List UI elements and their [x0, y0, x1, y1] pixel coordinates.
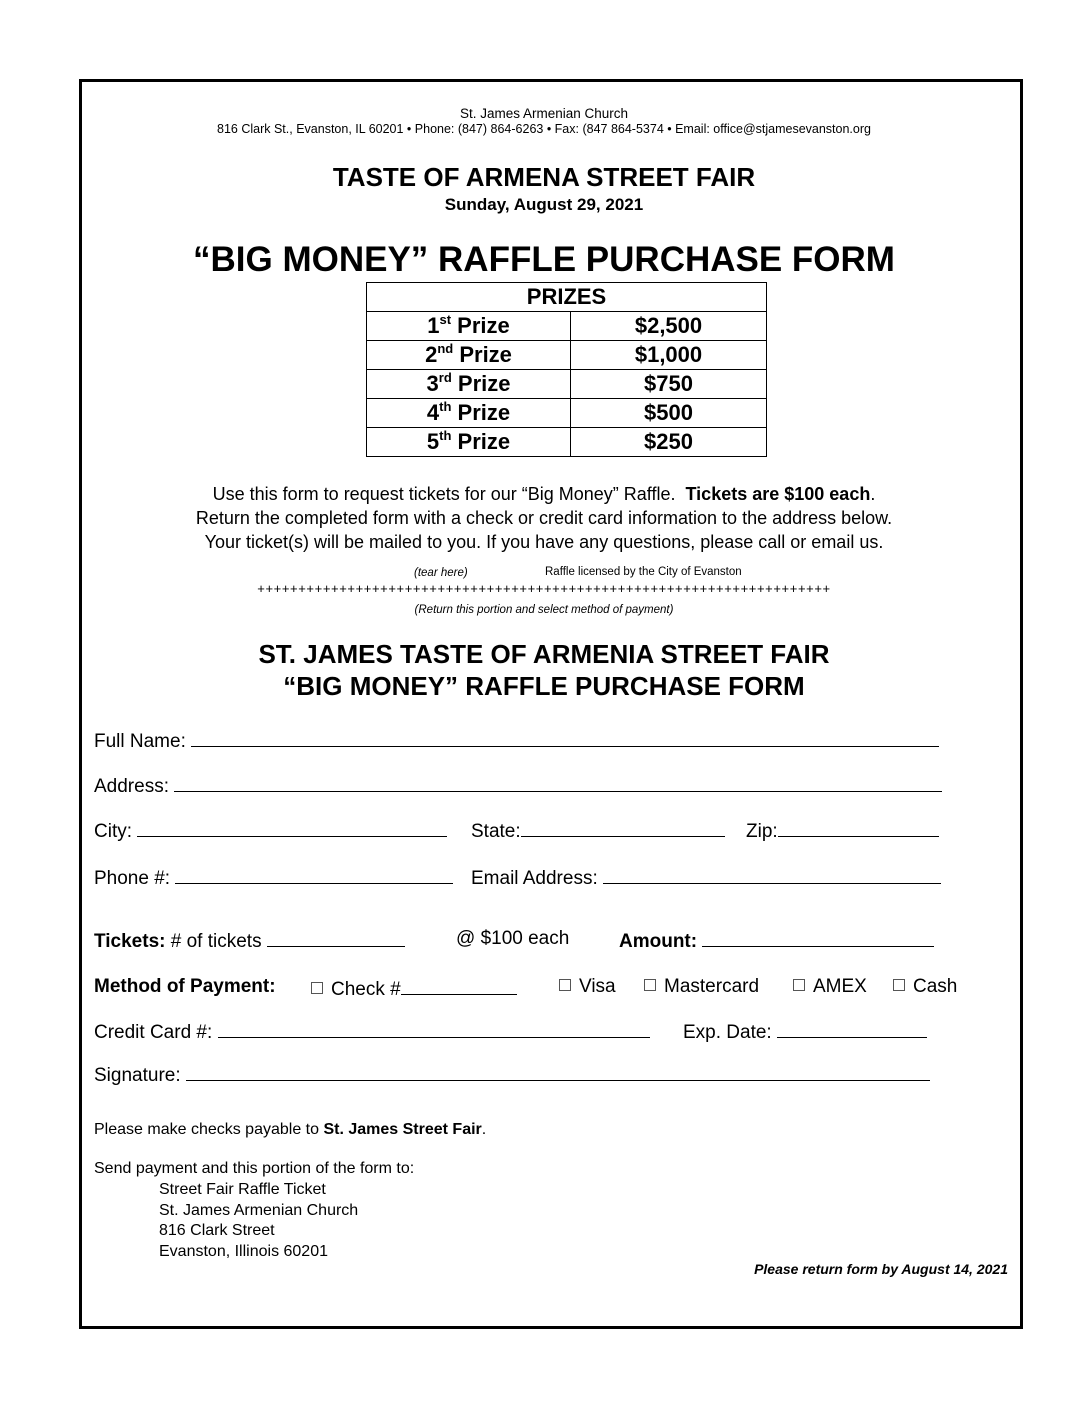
address-line: Street Fair Raffle Ticket [159, 1181, 326, 1198]
address-line: St. James Armenian Church [159, 1201, 359, 1219]
address-label: Address: [94, 776, 169, 797]
church-contact: 816 Clark St., Evanston, IL 60201 • Phone: (847) 864-6263 • Fax: (847 864-5374 • Email: office@stjamesevanston.org [217, 122, 871, 136]
address-line: 816 Clark Street [159, 1222, 275, 1239]
address-row [94, 773, 942, 798]
instructions-line-1: Use this form to request tickets for our “Big Money” Raffle. Tickets are $100 each. [212, 484, 876, 504]
phone-row [94, 865, 453, 890]
credit-card-label: Credit Card #: [94, 1022, 213, 1043]
city-field[interactable] [137, 818, 447, 837]
zip-field[interactable] [778, 818, 939, 837]
amex-checkbox[interactable] [793, 979, 805, 991]
exp-date-label: Exp. Date: [683, 1022, 772, 1043]
zip-row [746, 818, 939, 843]
church-name: St. James Armenian Church [459, 106, 629, 121]
zip-label: Zip: [746, 821, 778, 842]
event-date: Sunday, August 29, 2021 [444, 195, 644, 214]
city-row [94, 818, 447, 843]
cash-option[interactable]: Cash [893, 976, 957, 998]
email-row [471, 865, 941, 890]
license-note: Raffle licensed by the City of Evanston [545, 566, 742, 578]
prize-amount: $2,500 [571, 312, 767, 341]
visa-checkbox[interactable] [559, 979, 571, 991]
prizes-table [366, 282, 767, 457]
payable-note: Please make checks payable to St. James Street Fair. [94, 1121, 487, 1138]
signature-label: Signature: [94, 1065, 181, 1086]
tickets-row [94, 928, 405, 953]
send-to-note: Send payment and this portion of the form to: [94, 1160, 415, 1177]
section-title-1: ST. JAMES TASTE OF ARMENIA STREET FAIR [258, 639, 830, 669]
tickets-label: Tickets: [94, 931, 166, 952]
phone-label: Phone #: [94, 868, 171, 889]
mastercard-checkbox[interactable] [644, 979, 656, 991]
prize-amount: $1,000 [571, 341, 767, 370]
tickets-count-field[interactable] [267, 928, 405, 947]
credit-card-row [94, 1019, 650, 1044]
address-field[interactable] [174, 773, 942, 792]
price-each: @ $100 each [456, 928, 570, 949]
instructions-line-2: Return the completed form with a check or credit card information to the address below. [195, 508, 893, 528]
full-name-label: Full Name: [94, 731, 186, 752]
tear-here-note: (tear here) [414, 567, 468, 579]
mastercard-option[interactable]: Mastercard [644, 976, 759, 998]
prize-amount: $500 [571, 399, 767, 428]
return-deadline: Please return form by August 14, 2021 [754, 1261, 1008, 1277]
check-number-field[interactable] [401, 976, 517, 995]
credit-card-field[interactable] [218, 1019, 650, 1038]
mailing-address [159, 1180, 358, 1262]
instructions-line-3: Your ticket(s) will be mailed to you. If you have any questions, please call or email us. [204, 532, 884, 552]
state-row [471, 818, 725, 843]
tickets-count-label: # of tickets [170, 931, 262, 952]
check-option[interactable]: Check # [311, 976, 517, 1001]
amount-field[interactable] [702, 928, 934, 947]
event-title: TASTE OF ARMENA STREET FAIR [332, 162, 756, 192]
full-name-row [94, 728, 939, 753]
signature-field[interactable] [186, 1062, 930, 1081]
exp-date-field[interactable] [777, 1019, 927, 1038]
tear-line: ++++++++++++++++++++++++++++++++++++++++++++++++++++++++++++++++++++++ [257, 581, 831, 596]
state-field[interactable] [521, 818, 725, 837]
amount-row [619, 928, 934, 953]
phone-field[interactable] [175, 865, 453, 884]
prize-row: 4th Prize $500 [367, 399, 767, 428]
exp-date-row [683, 1019, 927, 1044]
prize-amount: $250 [571, 428, 767, 457]
signature-row [94, 1062, 930, 1087]
prize-amount: $750 [571, 370, 767, 399]
prize-row: 2nd Prize $1,000 [367, 341, 767, 370]
prize-row: 3rd Prize $750 [367, 370, 767, 399]
state-label: State: [471, 821, 521, 842]
form-title: “BIG MONEY” RAFFLE PURCHASE FORM [193, 240, 895, 279]
address-line: Evanston, Illinois 60201 [159, 1242, 328, 1260]
prizes-heading: PRIZES [367, 283, 767, 312]
payment-method-label: Method of Payment: [94, 976, 276, 997]
email-field[interactable] [603, 865, 941, 884]
city-label: City: [94, 821, 132, 842]
amex-option[interactable]: AMEX [793, 976, 867, 998]
return-note: (Return this portion and select method of payment) [414, 604, 674, 616]
prize-row: 5th Prize $250 [367, 428, 767, 457]
email-label: Email Address: [471, 868, 598, 889]
prize-row: 1st Prize $2,500 [367, 312, 767, 341]
section-title-2: “BIG MONEY” RAFFLE PURCHASE FORM [283, 671, 805, 701]
amount-label: Amount: [619, 931, 698, 952]
cash-checkbox[interactable] [893, 979, 905, 991]
full-name-field[interactable] [191, 728, 939, 747]
check-checkbox[interactable] [311, 982, 323, 994]
visa-option[interactable]: Visa [559, 976, 616, 998]
